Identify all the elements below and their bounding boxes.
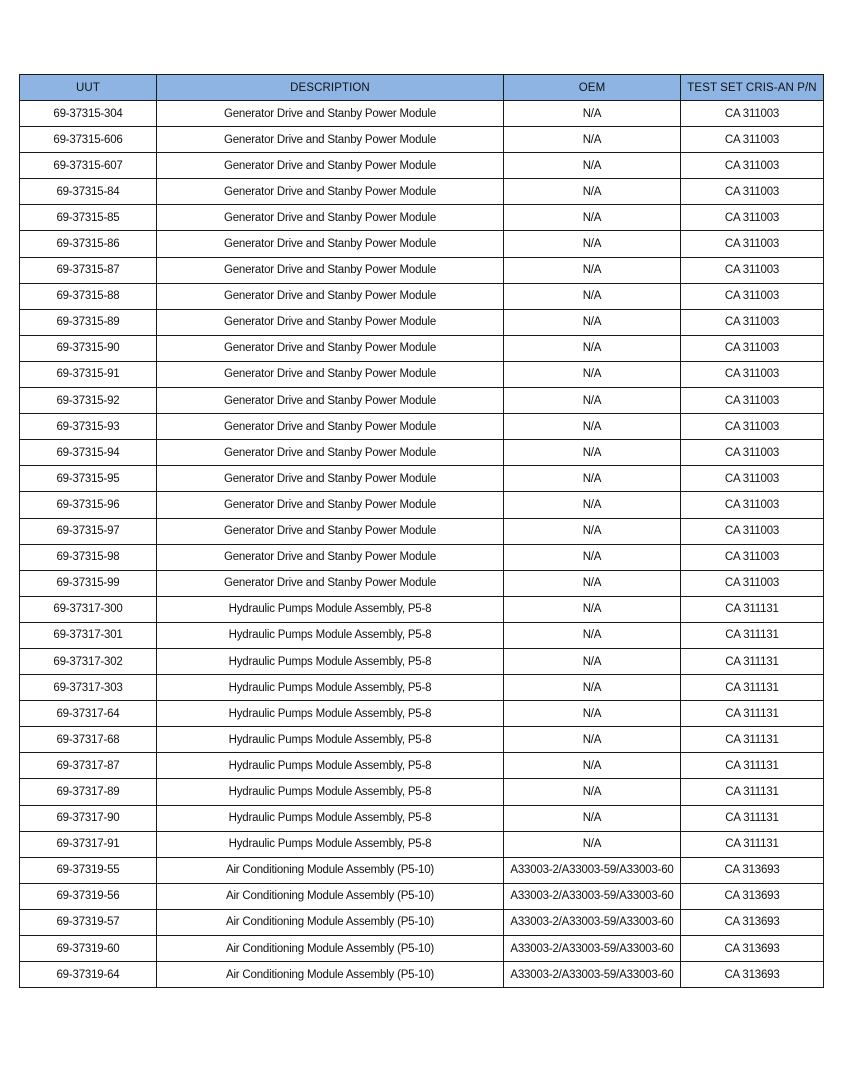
- uut-cell: 69-37315-92: [20, 388, 157, 414]
- table-row: [20, 127, 824, 153]
- uut-cell: 69-37317-90: [20, 805, 157, 831]
- oem-cell: N/A: [504, 101, 681, 127]
- oem-cell: N/A: [504, 205, 681, 231]
- description-cell: Generator Drive and Stanby Power Module: [157, 205, 504, 231]
- oem-cell: N/A: [504, 675, 681, 701]
- description-cell: Air Conditioning Module Assembly (P5-10): [157, 962, 504, 988]
- description-cell: Generator Drive and Stanby Power Module: [157, 570, 504, 596]
- table-row: [20, 153, 824, 179]
- test-set-cell: CA 311003: [681, 101, 824, 127]
- oem-cell: N/A: [504, 179, 681, 205]
- description-cell: Hydraulic Pumps Module Assembly, P5-8: [157, 648, 504, 674]
- test-set-cell: CA 311131: [681, 675, 824, 701]
- table-row: [20, 648, 824, 674]
- uut-cell: 69-37315-89: [20, 309, 157, 335]
- column-header-test-set: TEST SET CRIS-AN P/N: [681, 75, 824, 101]
- test-set-cell: CA 311003: [681, 361, 824, 387]
- oem-cell: N/A: [504, 309, 681, 335]
- uut-cell: 69-37319-57: [20, 909, 157, 935]
- description-cell: Hydraulic Pumps Module Assembly, P5-8: [157, 779, 504, 805]
- oem-cell: N/A: [504, 727, 681, 753]
- description-cell: Generator Drive and Stanby Power Module: [157, 388, 504, 414]
- table-row: [20, 622, 824, 648]
- uut-cell: 69-37315-97: [20, 518, 157, 544]
- description-cell: Generator Drive and Stanby Power Module: [157, 179, 504, 205]
- uut-cell: 69-37315-87: [20, 257, 157, 283]
- test-set-cell: CA 311003: [681, 127, 824, 153]
- uut-cell: 69-37319-55: [20, 857, 157, 883]
- uut-cell: 69-37315-99: [20, 570, 157, 596]
- table-row: [20, 936, 824, 962]
- oem-cell: N/A: [504, 388, 681, 414]
- uut-cell: 69-37317-87: [20, 753, 157, 779]
- test-set-cell: CA 311003: [681, 153, 824, 179]
- description-cell: Generator Drive and Stanby Power Module: [157, 335, 504, 361]
- test-set-cell: CA 311003: [681, 179, 824, 205]
- oem-cell: N/A: [504, 361, 681, 387]
- description-cell: Generator Drive and Stanby Power Module: [157, 231, 504, 257]
- oem-cell: N/A: [504, 231, 681, 257]
- test-set-cell: CA 311003: [681, 440, 824, 466]
- test-set-cell: CA 311003: [681, 335, 824, 361]
- oem-cell: N/A: [504, 831, 681, 857]
- test-set-cell: CA 311003: [681, 466, 824, 492]
- oem-cell: N/A: [504, 466, 681, 492]
- description-cell: Generator Drive and Stanby Power Module: [157, 518, 504, 544]
- table-row: [20, 309, 824, 335]
- table-row: [20, 962, 824, 988]
- table-row: [20, 414, 824, 440]
- test-set-cell: CA 313693: [681, 909, 824, 935]
- description-cell: Generator Drive and Stanby Power Module: [157, 283, 504, 309]
- description-cell: Hydraulic Pumps Module Assembly, P5-8: [157, 675, 504, 701]
- table-header-row: [20, 75, 824, 101]
- test-set-cell: CA 311131: [681, 779, 824, 805]
- test-set-cell: CA 311003: [681, 205, 824, 231]
- oem-cell: N/A: [504, 805, 681, 831]
- uut-cell: 69-37317-301: [20, 622, 157, 648]
- description-cell: Hydraulic Pumps Module Assembly, P5-8: [157, 701, 504, 727]
- description-cell: Generator Drive and Stanby Power Module: [157, 257, 504, 283]
- table-row: [20, 440, 824, 466]
- oem-cell: N/A: [504, 127, 681, 153]
- description-cell: Generator Drive and Stanby Power Module: [157, 127, 504, 153]
- oem-cell: N/A: [504, 570, 681, 596]
- test-set-cell: CA 311131: [681, 596, 824, 622]
- uut-cell: 69-37315-90: [20, 335, 157, 361]
- description-cell: Generator Drive and Stanby Power Module: [157, 492, 504, 518]
- test-set-cell: CA 311131: [681, 648, 824, 674]
- oem-cell: N/A: [504, 622, 681, 648]
- test-set-cell: CA 311003: [681, 570, 824, 596]
- oem-cell: A33003-2/A33003-59/A33003-60: [504, 857, 681, 883]
- description-cell: Generator Drive and Stanby Power Module: [157, 466, 504, 492]
- table-row: [20, 909, 824, 935]
- table-row: [20, 675, 824, 701]
- description-cell: Generator Drive and Stanby Power Module: [157, 153, 504, 179]
- description-cell: Generator Drive and Stanby Power Module: [157, 309, 504, 335]
- table-row: [20, 779, 824, 805]
- uut-cell: 69-37319-64: [20, 962, 157, 988]
- table-row: [20, 283, 824, 309]
- test-set-cell: CA 311131: [681, 701, 824, 727]
- description-cell: Hydraulic Pumps Module Assembly, P5-8: [157, 727, 504, 753]
- table-row: [20, 361, 824, 387]
- oem-cell: A33003-2/A33003-59/A33003-60: [504, 936, 681, 962]
- oem-cell: N/A: [504, 283, 681, 309]
- description-cell: Generator Drive and Stanby Power Module: [157, 414, 504, 440]
- table-row: [20, 492, 824, 518]
- oem-cell: N/A: [504, 779, 681, 805]
- oem-cell: N/A: [504, 701, 681, 727]
- oem-cell: A33003-2/A33003-59/A33003-60: [504, 909, 681, 935]
- test-set-cell: CA 311131: [681, 622, 824, 648]
- test-set-cell: CA 311003: [681, 309, 824, 335]
- description-cell: Generator Drive and Stanby Power Module: [157, 440, 504, 466]
- test-set-cell: CA 311003: [681, 231, 824, 257]
- oem-cell: N/A: [504, 414, 681, 440]
- test-set-cell: CA 311003: [681, 492, 824, 518]
- table-row: [20, 544, 824, 570]
- column-header-uut: UUT: [20, 75, 157, 101]
- uut-cell: 69-37315-91: [20, 361, 157, 387]
- table-row: [20, 257, 824, 283]
- test-set-cell: CA 311003: [681, 518, 824, 544]
- table-row: [20, 831, 824, 857]
- oem-cell: N/A: [504, 257, 681, 283]
- description-cell: Generator Drive and Stanby Power Module: [157, 544, 504, 570]
- test-set-cell: CA 311003: [681, 388, 824, 414]
- table-row: [20, 335, 824, 361]
- table-row: [20, 753, 824, 779]
- description-cell: Air Conditioning Module Assembly (P5-10): [157, 857, 504, 883]
- uut-cell: 69-37315-304: [20, 101, 157, 127]
- uut-cell: 69-37315-86: [20, 231, 157, 257]
- test-set-cell: CA 313693: [681, 883, 824, 909]
- test-set-cell: CA 313693: [681, 857, 824, 883]
- table-row: [20, 205, 824, 231]
- test-set-cell: CA 311131: [681, 805, 824, 831]
- uut-cell: 69-37315-607: [20, 153, 157, 179]
- description-cell: Air Conditioning Module Assembly (P5-10): [157, 883, 504, 909]
- test-set-cell: CA 313693: [681, 936, 824, 962]
- test-set-cell: CA 313693: [681, 962, 824, 988]
- oem-cell: N/A: [504, 153, 681, 179]
- table-row: [20, 857, 824, 883]
- description-cell: Hydraulic Pumps Module Assembly, P5-8: [157, 622, 504, 648]
- uut-cell: 69-37319-56: [20, 883, 157, 909]
- uut-cell: 69-37315-606: [20, 127, 157, 153]
- table-row: [20, 701, 824, 727]
- test-set-cell: CA 311131: [681, 753, 824, 779]
- table-body: [20, 101, 824, 988]
- uut-cell: 69-37315-93: [20, 414, 157, 440]
- table-row: [20, 570, 824, 596]
- table-row: [20, 596, 824, 622]
- uut-cell: 69-37319-60: [20, 936, 157, 962]
- table-row: [20, 727, 824, 753]
- test-set-cell: CA 311003: [681, 257, 824, 283]
- oem-cell: N/A: [504, 440, 681, 466]
- oem-cell: N/A: [504, 753, 681, 779]
- uut-cell: 69-37317-303: [20, 675, 157, 701]
- oem-cell: N/A: [504, 335, 681, 361]
- table-row: [20, 388, 824, 414]
- description-cell: Hydraulic Pumps Module Assembly, P5-8: [157, 805, 504, 831]
- uut-cell: 69-37315-95: [20, 466, 157, 492]
- uut-cell: 69-37317-89: [20, 779, 157, 805]
- column-header-description: DESCRIPTION: [157, 75, 504, 101]
- uut-cell: 69-37315-96: [20, 492, 157, 518]
- table-row: [20, 101, 824, 127]
- table-row: [20, 466, 824, 492]
- uut-cell: 69-37315-88: [20, 283, 157, 309]
- description-cell: Hydraulic Pumps Module Assembly, P5-8: [157, 596, 504, 622]
- column-header-oem: OEM: [504, 75, 681, 101]
- uut-cell: 69-37315-94: [20, 440, 157, 466]
- uut-cell: 69-37317-302: [20, 648, 157, 674]
- oem-cell: A33003-2/A33003-59/A33003-60: [504, 883, 681, 909]
- oem-cell: N/A: [504, 544, 681, 570]
- oem-cell: A33003-2/A33003-59/A33003-60: [504, 962, 681, 988]
- description-cell: Generator Drive and Stanby Power Module: [157, 361, 504, 387]
- description-cell: Air Conditioning Module Assembly (P5-10): [157, 936, 504, 962]
- table-row: [20, 805, 824, 831]
- uut-cell: 69-37315-98: [20, 544, 157, 570]
- description-cell: Hydraulic Pumps Module Assembly, P5-8: [157, 831, 504, 857]
- uut-cell: 69-37315-85: [20, 205, 157, 231]
- test-set-cell: CA 311003: [681, 544, 824, 570]
- test-set-cell: CA 311003: [681, 414, 824, 440]
- uut-cell: 69-37315-84: [20, 179, 157, 205]
- uut-cell: 69-37317-68: [20, 727, 157, 753]
- test-set-cell: CA 311003: [681, 283, 824, 309]
- test-set-cell: CA 311131: [681, 727, 824, 753]
- description-cell: Air Conditioning Module Assembly (P5-10): [157, 909, 504, 935]
- oem-cell: N/A: [504, 492, 681, 518]
- oem-cell: N/A: [504, 518, 681, 544]
- table-row: [20, 179, 824, 205]
- uut-cell: 69-37317-300: [20, 596, 157, 622]
- uut-cell: 69-37317-91: [20, 831, 157, 857]
- uut-cell: 69-37317-64: [20, 701, 157, 727]
- description-cell: Generator Drive and Stanby Power Module: [157, 101, 504, 127]
- description-cell: Hydraulic Pumps Module Assembly, P5-8: [157, 753, 504, 779]
- parts-table: [19, 74, 824, 988]
- table-row: [20, 883, 824, 909]
- table-row: [20, 231, 824, 257]
- oem-cell: N/A: [504, 648, 681, 674]
- test-set-cell: CA 311131: [681, 831, 824, 857]
- table-row: [20, 518, 824, 544]
- oem-cell: N/A: [504, 596, 681, 622]
